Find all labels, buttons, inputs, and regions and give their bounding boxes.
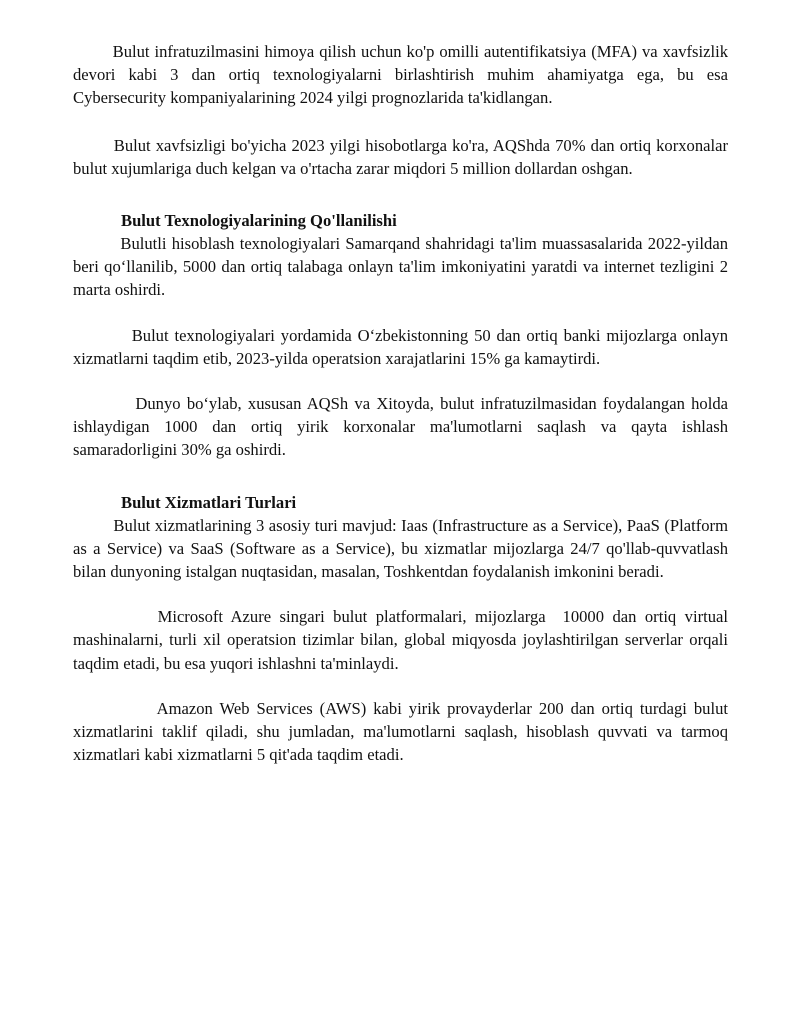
- paragraph-samarqand-education: Bulutli hisoblash texnologiyalari Samarqand shahridagi ta'lim muassasalarida 2022-yildan beri qo‘llanilib, 5000 dan ortiq talabaga onlayn ta'lim imkoniyatini yaratdi va internet tezligini 2 marta oshirdi.: [73, 234, 733, 300]
- paragraph-azure: Microsoft Azure singari bulut platformalari, mijozlarga 10000 dan ortiq virtual mashinalarni, turli xil operatsion tizimlar bilan, global miqyosda joylashtirilgan serverlar orqali taqdim etadi, bu esa yuqori ishlashni ta'minlaydi.: [73, 607, 733, 673]
- intro-paragraph-security-report: Bulut xavfsizligi bo'yicha 2023 yilgi hisobotlarga ko'ra, AQShda 70% dan ortiq korxonalar bulut xujumlariga duch kelgan va o'rtacha zarar miqdori 5 million dollardan oshgan.: [73, 135, 733, 178]
- paragraph-aws: Amazon Web Services (AWS) kabi yirik provayderlar 200 dan ortiq turdagi bulut xizmatlarini taklif qiladi, shu jumladan, ma'lumotlarni saqlash, hisoblash quvvati va tarmoq xizmatlari kabi xizmatlarni 5 qit'ada taqdim etadi.: [73, 698, 733, 765]
- paragraph-global-enterprises: Dunyo bo‘ylab, xususan AQSh va Xitoyda, bulut infratuzilmasidan foydalangan holda ishlaydigan 1000 dan ortiq yirik korxonalar ma'lumotlarni saqlash va qayta ishlash samaradorligini 30% ga oshirdi.: [73, 394, 733, 460]
- document-page: [73, 40, 737, 766]
- paragraph-service-models: Bulut xizmatlarining 3 asosiy turi mavjud: Iaas (Infrastructure as a Service), PaaS (Platform as a Service) va SaaS (Software as a Service), bu xizmatlar mijozlarga 24/7 qo'llab-quvvatlash bilan dunyoning istalgan nuqtasidan, masalan, Toshkentdan foydalanish imkonini beradi.: [73, 515, 733, 582]
- section-heading-service-types: Bulut Xizmatlari Turlari: [121, 492, 297, 512]
- paragraph-uzbek-banks: Bulut texnologiyalari yordamida O‘zbekistonning 50 dan ortiq banki mijozlarga onlayn xizmatlarni taqdim etib, 2023-yilda operatsion xarajatlarini 15% ga kamaytirdi.: [73, 325, 733, 368]
- section-heading-applications: Bulut Texnologiyalarining Qo'llanilishi: [121, 211, 397, 231]
- intro-paragraph-mfa: Bulut infratuzilmasini himoya qilish uchun ko'p omilli autentifikatsiya (MFA) va xavfsizlik devori kabi 3 dan ortiq texnologiyalarni birlashtirish muhim ahamiyatga ega, bu esa Cybersecurity kompaniyalarining 2024 yilgi prognozlarida ta'kidlangan.: [73, 42, 737, 108]
